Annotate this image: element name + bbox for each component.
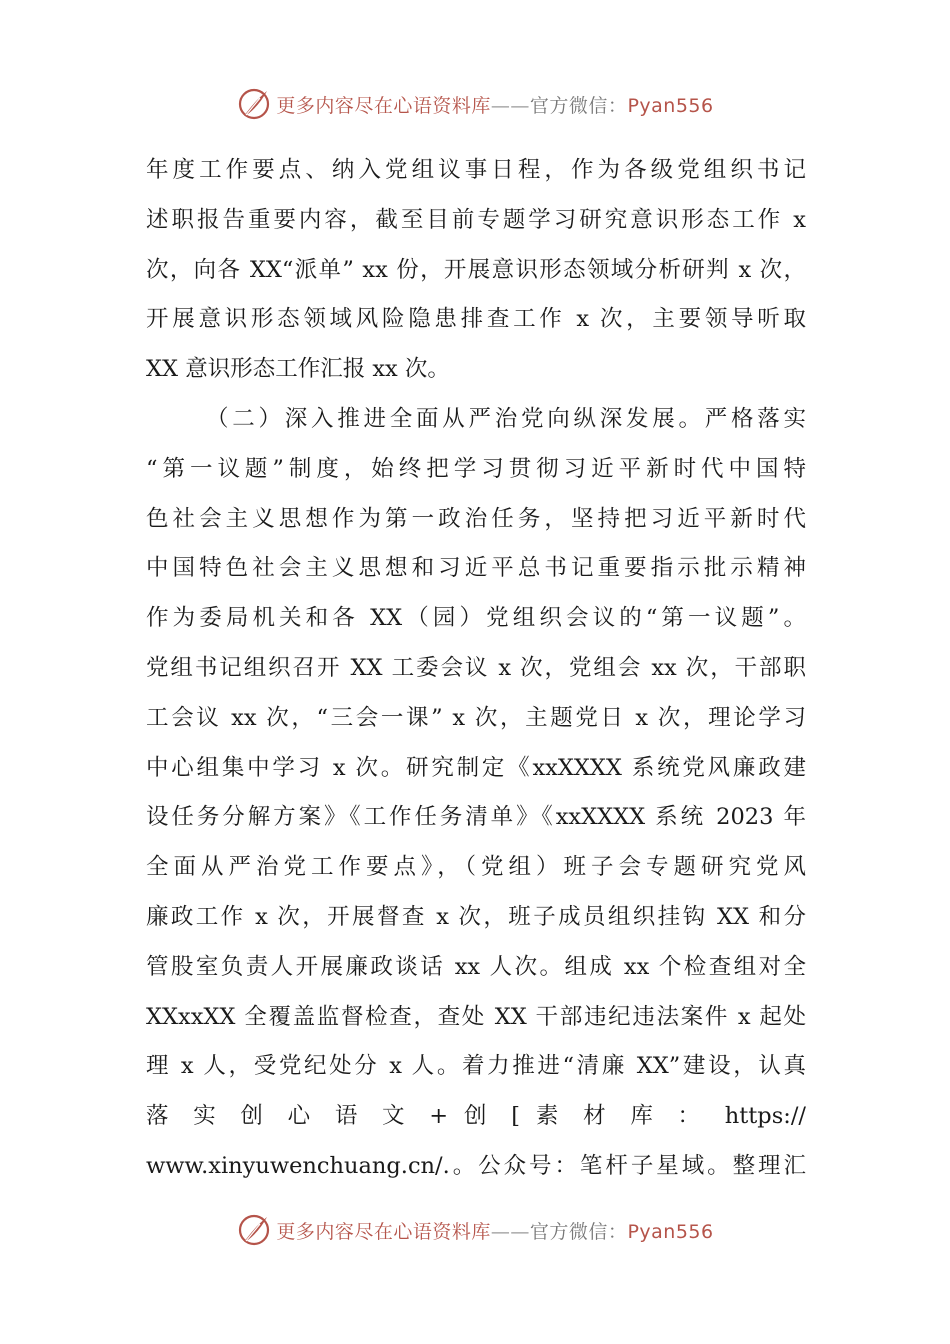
brand-dash: ——	[490, 1220, 530, 1243]
wechat-label: 官方微信：	[529, 1220, 628, 1243]
body-line: 廉政工作 x 次，开展督查 x 次，班子成员组织挂钩 XX 和分	[146, 903, 806, 930]
body-line: 工会议 xx 次，“三会一课” x 次，主题党日 x 次，理论学习	[146, 704, 806, 731]
wechat-id: Pyan556	[627, 1220, 714, 1243]
body-line: 次，向各 XX“派单” xx 份，开展意识形态领域分析研判 x 次，	[146, 256, 806, 283]
wechat-label: 官方微信：	[529, 94, 628, 117]
quill-logo-icon	[236, 86, 272, 122]
body-line: 作为委局机关和各 XX（园）党组织会议的“第一议题”。	[146, 605, 806, 632]
body-line: 理 x 人，受党纪处分 x 人。着力推进“清廉 XX”建设，认真	[146, 1053, 806, 1080]
brand-dash: ——	[490, 94, 530, 117]
brand-name: 更多内容尽在心语资料库	[276, 1220, 491, 1243]
body-line: 全面从严治党工作要点》，（党组）班子会专题研究党风	[146, 854, 806, 881]
footer-watermark	[0, 1208, 950, 1252]
document-body	[146, 146, 806, 1192]
body-line: www.xinyuwenchuang.cn/.。公众号：笔杆子星域。整理汇	[146, 1152, 806, 1179]
body-line: 色社会主义思想作为第一政治任务，坚持把习近平新时代	[146, 505, 806, 532]
body-line: 开展意识形态领域风险隐患排查工作 x 次，主要领导听取	[146, 306, 806, 333]
body-line: 年度工作要点、纳入党组议事日程，作为各级党组织书记	[146, 157, 806, 183]
quill-logo-icon	[236, 1212, 272, 1248]
wechat-id: Pyan556	[627, 94, 714, 117]
body-line: 中国特色社会主义思想和习近平总书记重要指示批示精神	[146, 555, 806, 582]
body-line: 管股室负责人开展廉政谈话 xx 人次。组成 xx 个检查组对全	[146, 953, 806, 980]
body-line: 落 实 创 心 语 文 + 创 [ 素 材 库 ： https://	[146, 1103, 806, 1130]
section-heading-line: （二）深入推进全面从严治党向纵深发展。严格落实	[206, 405, 806, 432]
body-line: 述职报告重要内容，截至目前专题学习研究意识形态工作 x	[146, 206, 806, 233]
body-line: XXxxXX 全覆盖监督检查，查处 XX 干部违纪违法案件 x 起处	[146, 1003, 806, 1030]
body-line: XX 意识形态工作汇报 xx 次。	[146, 356, 450, 383]
brand-name: 更多内容尽在心语资料库	[276, 94, 491, 117]
body-line: 中心组集中学习 x 次。研究制定《xxXXXX 系统党风廉政建	[146, 754, 806, 781]
watermark-text	[276, 91, 713, 118]
body-line: 设任务分解方案》《工作任务清单》《xxXXXX 系统 2023 年	[146, 804, 806, 831]
body-line: “第一议题”制度，始终把学习贯彻习近平新时代中国特	[146, 455, 806, 482]
header-watermark	[0, 82, 950, 126]
watermark-text	[276, 1217, 713, 1244]
body-line: 党组书记组织召开 XX 工委会议 x 次，党组会 xx 次，干部职	[146, 654, 806, 681]
